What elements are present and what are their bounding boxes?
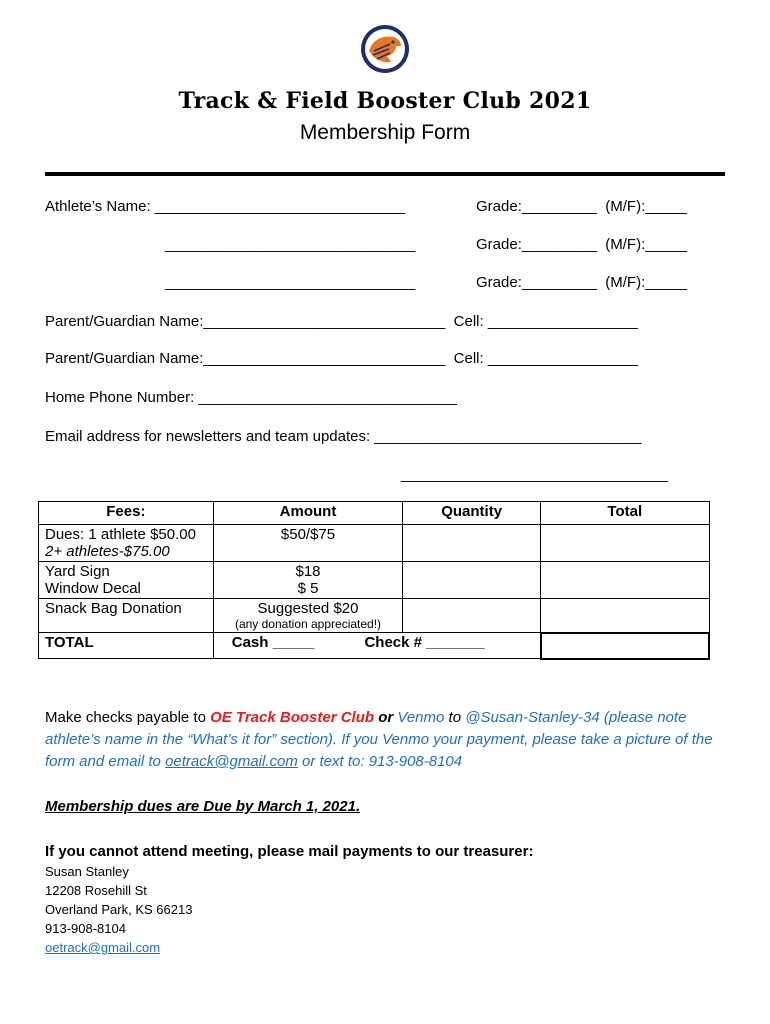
email-field-continued[interactable]: ________________________________ bbox=[401, 466, 668, 483]
grade-gender-field-2[interactable]: Grade:_________ (M/F):_____ bbox=[476, 236, 687, 253]
treasurer-address bbox=[45, 862, 192, 957]
treasurer-phone: 913-908-8104 bbox=[45, 921, 126, 936]
quantity-header: Quantity bbox=[403, 502, 541, 525]
dues-total-cell[interactable] bbox=[541, 525, 710, 562]
total-header: Total bbox=[541, 502, 710, 525]
dues-quantity-cell[interactable] bbox=[403, 525, 541, 562]
yard-sign-label bbox=[39, 562, 214, 599]
yard-sign-quantity-cell[interactable] bbox=[403, 562, 541, 599]
venmo-handle-note: @Susan-Stanley-34 (please note athlete’s name in the “What’s it for” section). If you Venmo your payment, please take a picture of the form and email to bbox=[45, 709, 713, 770]
snack-bag-amount bbox=[213, 599, 403, 633]
payment-text-to: to bbox=[444, 709, 466, 726]
payment-method bbox=[213, 633, 540, 659]
email-link[interactable]: oetrack@gmail.com bbox=[165, 753, 298, 770]
yard-sign-text: Yard Sign bbox=[45, 563, 110, 580]
grand-total-box[interactable] bbox=[541, 633, 710, 659]
parent-guardian-field-1[interactable]: Parent/Guardian Name:_____________________________ Cell: __________________ bbox=[45, 313, 639, 330]
eagle-head-logo-icon bbox=[360, 24, 410, 74]
dues-label bbox=[39, 525, 214, 562]
grade-gender-field-1[interactable]: Grade:_________ (M/F):_____ bbox=[476, 198, 687, 215]
venmo-label: Venmo bbox=[397, 709, 445, 726]
yard-sign-total-cell[interactable] bbox=[541, 562, 710, 599]
payment-text-intro: Make checks payable to bbox=[45, 709, 211, 726]
payment-instructions bbox=[45, 707, 725, 773]
yard-sign-amount bbox=[213, 562, 403, 599]
snack-bag-amount-text: Suggested $20 bbox=[257, 600, 359, 617]
snack-bag-label: Snack Bag Donation bbox=[39, 599, 214, 633]
text-phone-note: or text to: 913-908-8104 bbox=[297, 753, 463, 770]
treasurer-email-link[interactable]: oetrack@gmail.com bbox=[45, 940, 161, 955]
cash-field[interactable]: Cash _____ bbox=[231, 634, 315, 651]
athlete-name-field-2[interactable]: ______________________________ bbox=[165, 236, 416, 253]
treasurer-name: Susan Stanley bbox=[45, 864, 129, 879]
treasurer-street: 12208 Rosehill St bbox=[45, 883, 147, 898]
dues-line-2: 2+ athletes-$75.00 bbox=[45, 543, 170, 560]
grade-gender-field-3[interactable]: Grade:_________ (M/F):_____ bbox=[476, 274, 687, 291]
payee-name: OE Track Booster Club bbox=[210, 709, 375, 726]
treasurer-city: Overland Park, KS 66213 bbox=[45, 902, 193, 917]
check-number-field[interactable]: Check # _______ bbox=[364, 634, 485, 651]
athlete-name-field-1[interactable]: Athlete’s Name: ______________________________ bbox=[45, 198, 406, 215]
window-decal-text: Window Decal bbox=[45, 580, 141, 597]
dues-line-1: Dues: 1 athlete $50.00 bbox=[45, 526, 196, 543]
window-decal-amount-text: $ 5 bbox=[297, 580, 319, 597]
page-subtitle: Membership Form bbox=[299, 121, 471, 144]
yard-sign-amount-text: $18 bbox=[295, 563, 321, 580]
snack-bag-note: (any donation appreciated!) bbox=[234, 617, 382, 631]
snack-bag-total-cell[interactable] bbox=[541, 599, 710, 633]
mail-heading: If you cannot attend meeting, please mail payments to our treasurer: bbox=[45, 843, 534, 860]
fees-header: Fees: bbox=[39, 502, 214, 525]
snack-bag-quantity-cell[interactable] bbox=[403, 599, 541, 633]
page-title: Track & Field Booster Club 2021 bbox=[178, 88, 592, 114]
total-label: TOTAL bbox=[39, 633, 214, 659]
due-date-text: Membership dues are Due by March 1, 2021. bbox=[45, 798, 361, 815]
amount-header: Amount bbox=[213, 502, 403, 525]
fees-table bbox=[38, 501, 710, 660]
athlete-name-field-3[interactable]: ______________________________ bbox=[165, 274, 416, 291]
due-date-note bbox=[45, 796, 725, 818]
dues-amount: $50/$75 bbox=[213, 525, 403, 562]
payment-text-or: or bbox=[374, 709, 398, 726]
parent-guardian-field-2[interactable]: Parent/Guardian Name:_____________________________ Cell: __________________ bbox=[45, 350, 639, 367]
home-phone-field[interactable]: Home Phone Number: _______________________________ bbox=[45, 389, 458, 406]
email-field[interactable]: Email address for newsletters and team updates: ________________________________ bbox=[45, 428, 642, 445]
header-divider bbox=[45, 172, 725, 176]
